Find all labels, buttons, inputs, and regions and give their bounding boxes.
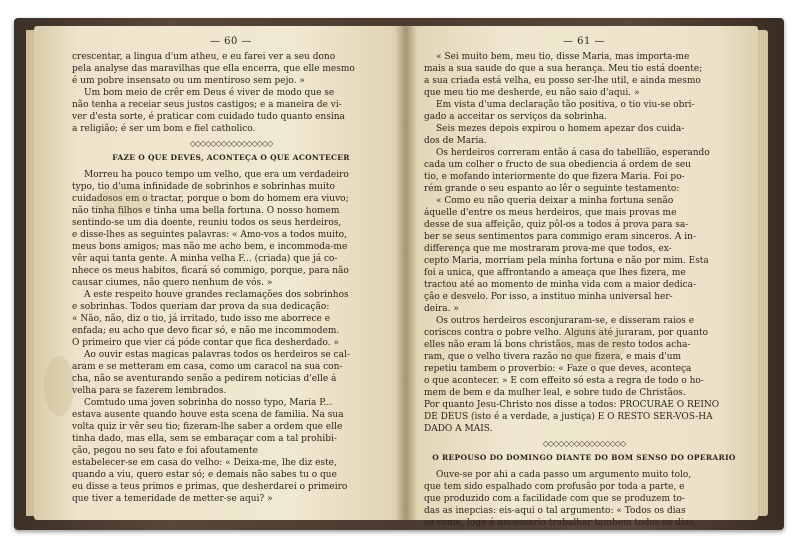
section-ornament: ◇◇◇◇◇◇◇◇◇◇◇◇◇◇◇◇ — [189, 139, 273, 148]
section-heading: FAZE O QUE DEVES, ACONTEÇA O QUE ACONTECER — [112, 153, 350, 162]
paragraph: Morreu ha pouco tempo um velho, que era um verdadeiro typo, tio d'uma infinidade de sobrinhos e sobrinhas muito cuidadosos em o tractar, porque o bom do homem era viuvo; não tinha filhos e tinha uma bella fortuna. O nosso homem sentindo-se um dia doente, reuniu todos os seus herdeiros, e disse-lhes as seguintes palavras: « Amo-vos a todos muito, meus bons amigos; mas não me acho bem, e incommoda-me vêr aqui tanta gente. A minha velha F... (criada) que já co- nhece os meus habitos, ficará só commigo, porque, para não causar ciumes, não quero nenhum de vós. » — [72, 170, 349, 288]
book-gutter — [396, 26, 416, 520]
paragraph: Os herdeiros correram então á casa do tabellião, esperando cada um colher o fructo de sua obediencia á ordem de seu tio, e mofando interiormente do que fizera Maria. Foi po- rém grande o seu espanto ao lêr o seguinte testamento: — [424, 148, 710, 194]
paragraph: Ouve-se por ahi a cada passo um argumento muito tolo, que tem sido espalhado com profusão por toda a parte, e que produzido com a facilidade com que se produzem to- das as inepcias: eis-aqui o tal argumento: « Todos os dias se come, logo é necessario trabalhar tambem todos os dias, — [424, 470, 697, 528]
paragraph: Um bom meio de crêr em Deus é viver de modo que se não tenha a receiar seus justos castigos; e a maneira de vi- ver d'esta sorte, é praticar com cuidado tudo quanto ensina a religião; é ser um bom e fiel catholico. — [72, 88, 345, 134]
page-number: — 60 — — [209, 36, 253, 47]
section-heading: O REPOUSO DO DOMINGO DIANTE DO BOM SENSO DO OPERARIO — [432, 453, 736, 462]
paragraph: « Sei muito bem, meu tio, disse Maria, mas importa-me mais a sua saude do que a sua herança. Meu tio está doente; a sua criada está velha, eu posso ser-lhe util, e ainda mesmo que meu tio me desherde, eu não saio d'aqui. » — [424, 52, 703, 98]
paragraph: Seis mezes depois expirou o homem apezar dos cuida- dos de Maria. — [424, 124, 685, 146]
paragraph: Os outros herdeiros esconjuraram-se, e disseram raios e coriscos contra o pobre velho. Alguns até juraram, por quanto elles não eram lá bons christãos, mas de resto todos acha- ram, que o velho tivera razão no que fizera, e mais d'um repetiu tambem o proverbio: « Faze o que deves, aconteça o que acontecer. » E com effeito só esta a regra de todo o ho- mem de bem e da mulher leal, e sobre tudo de Christãos. Por quanto Jesu-Christo nos disse a todos: PROCURAE O REINO DE DEUS (isto é a verdade, a justiça) E O RESTO SER-VOS-HA DADO A MAIS. — [424, 316, 720, 434]
paragraph: crescentar, a lingua d'um atheu, e eu farei ver a seu dono pela analyse das maravilhas que ella encerra, que elle mesmo é um pobre insensato ou um mentiroso sem pejo. » — [72, 52, 355, 86]
left-page — [34, 26, 406, 520]
paragraph: A este respeito houve grandes reclamações dos sobrinhos e sobrinhas. Todos queriam dar prova da sua dedicação: « Não, não, diz o tio, já irritado, tudo isso me aborrece e enfada; eu acho que devo ficar só, e não me incommodem. O primeiro que vier cá póde contar que fica desherdado. » — [72, 290, 349, 348]
paper-stain — [44, 356, 74, 416]
paragraph: « Como eu não queria deixar a minha fortuna senão áquelle d'entre os meus herdeiros, que mais provas me desse de sua affeição, quiz pôl-os a todos á prova para sa- ber se seus sentimentos para commigo eram sinceros. A in- differença que me mostraram prova-me que todos, ex- cepto Maria, morriam pela minha fortuna e não por mim. Esta foi a unica, que affrontando a ameaça que lhes fizera, me tractou até ao momento de minha vida com a maior dedica- ção e desvelo. Por isso, a instituo minha universal her- deira. » — [424, 196, 709, 314]
right-page — [406, 26, 758, 528]
paragraph: Ao ouvir estas magicas palavras todos os herdeiros se cal- aram e se metteram em casa, como um caracol na sua con- cha, não se aventurando senão a pedirem noticias d'elle á velha para se fazerem lembrados. — [72, 350, 350, 396]
page-number: — 61 — — [562, 36, 606, 47]
section-ornament: ◇◇◇◇◇◇◇◇◇◇◇◇◇◇◇◇ — [542, 439, 626, 448]
paragraph: Em vista d'uma declaração tão positiva, o tio viu-se obri- gado a acceitar os serviços da sobrinha. — [424, 100, 695, 122]
paragraph: Comtudo uma joven sobrinha do nosso typo, Maria P... estava ausente quando houve esta scena de familia. Na sua volta quiz ir vêr seu tio; fizeram-lhe saber a ordem que elle tinha dado, mas ella, sem se embaraçar com a tal prohibi- ção, pegou no seu fato e foi afoutamente estabelecer-se em casa do velho: « Deixa-me, lhe diz este, quando a viu, quero estar só; e demais não sabes tu o que eu disse a teus primos e primas, que desherdarei o primeiro que tiver a temeridade de metter-se aqui? » — [72, 398, 348, 504]
